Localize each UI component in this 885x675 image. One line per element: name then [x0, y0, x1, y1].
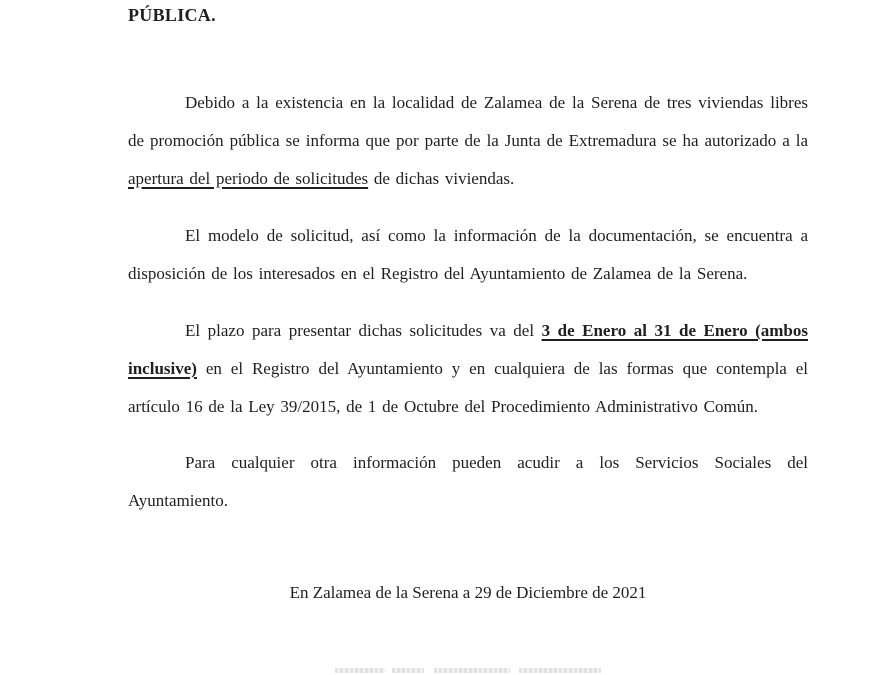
cutoff-text-sliver — [434, 668, 510, 673]
page-heading: PÚBLICA. — [128, 5, 216, 25]
paragraph-plazo-text-start: El plazo para presentar dichas solicitudes va del — [185, 321, 542, 340]
paragraph-informacion: Para cualquier otra información pueden acudir a los Servicios Sociales del Ayuntamiento. — [128, 453, 808, 510]
paragraph-modelo-solicitud: El modelo de solicitud, así como la información de la documentación, se encuentra a disposición de los interesados en el Registro del Ayuntamiento de Zalamea de la Serena. — [128, 226, 808, 283]
paragraph-plazo-text-end: en el Registro del Ayuntamiento y en cualquiera de las formas que contempla el artículo 16 de la Ley 39/2015, de 1 de Octubre del Procedimiento Administrativo Común. — [128, 359, 808, 416]
paragraph-viviendas-text-end: de dichas viviendas. — [368, 169, 515, 188]
cutoff-text-sliver — [335, 668, 385, 673]
paragraph-viviendas — [128, 84, 808, 198]
cutoff-text-sliver — [392, 668, 424, 673]
cutoff-signature-line — [128, 668, 808, 675]
dateline: En Zalamea de la Serena a 29 de Diciembre de 2021 — [289, 583, 647, 602]
paragraph-viviendas-text-start: Debido a la existencia en la localidad de Zalamea de la Serena de tres viviendas libres de promoción pública se informa que por parte de la Junta de Extremadura se ha autorizado a la — [128, 93, 808, 150]
cutoff-text-sliver — [519, 668, 601, 673]
paragraph-plazo — [128, 312, 808, 426]
underlined-phrase-apertura-solicitudes: apertura del periodo de solicitudes — [128, 169, 369, 188]
bold-underlined-phrase-fechas-plazo: 3 de Enero al 31 de Enero (ambos inclusive) — [128, 321, 808, 378]
